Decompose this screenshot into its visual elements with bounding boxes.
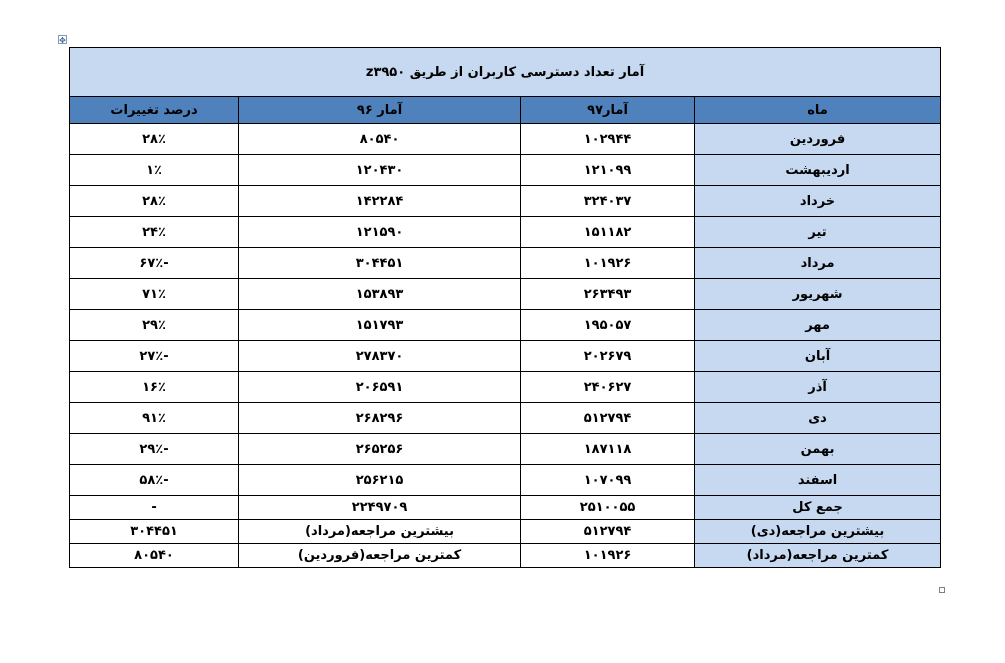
month-cell: اسفند bbox=[695, 465, 941, 496]
table-row bbox=[70, 279, 941, 310]
stats-97-cell: ۲۴۰۶۲۷ bbox=[521, 372, 695, 403]
change-cell: ۱٪ bbox=[70, 155, 239, 186]
min-label: کمترین مراجعه(مرداد) bbox=[695, 544, 941, 568]
total-s97: ۲۵۱۰۰۵۵ bbox=[521, 496, 695, 520]
table-row bbox=[70, 465, 941, 496]
stats-97-cell: ۲۶۳۴۹۳ bbox=[521, 279, 695, 310]
change-cell: ۷۱٪ bbox=[70, 279, 239, 310]
table-row bbox=[70, 217, 941, 248]
header-stats-96: آمار ۹۶ bbox=[239, 97, 521, 124]
table-title-row bbox=[70, 48, 941, 97]
change-cell: -۲۷٪ bbox=[70, 341, 239, 372]
header-stats-97: آمار۹۷ bbox=[521, 97, 695, 124]
change-cell: -۲۹٪ bbox=[70, 434, 239, 465]
stats-97-cell: ۱۰۲۹۴۴ bbox=[521, 124, 695, 155]
change-cell: ۲۸٪ bbox=[70, 186, 239, 217]
month-cell: آذر bbox=[695, 372, 941, 403]
table-header-row bbox=[70, 97, 941, 124]
stats-96-cell: ۲۵۶۲۱۵ bbox=[239, 465, 521, 496]
access-stats-table bbox=[69, 47, 941, 568]
month-cell: اردیبهشت bbox=[695, 155, 941, 186]
min-row bbox=[70, 544, 941, 568]
max-s96: بیشترین مراجعه(مرداد) bbox=[239, 520, 521, 544]
stats-97-cell: ۱۰۷۰۹۹ bbox=[521, 465, 695, 496]
stats-96-cell: ۱۵۱۷۹۳ bbox=[239, 310, 521, 341]
min-change: ۸۰۵۴۰ bbox=[70, 544, 239, 568]
table-row bbox=[70, 124, 941, 155]
stats-96-cell: ۱۲۰۴۳۰ bbox=[239, 155, 521, 186]
min-s96: کمترین مراجعه(فروردین) bbox=[239, 544, 521, 568]
stats-96-cell: ۲۷۸۳۷۰ bbox=[239, 341, 521, 372]
stats-97-cell: ۱۸۷۱۱۸ bbox=[521, 434, 695, 465]
stats-97-cell: ۳۲۴۰۳۷ bbox=[521, 186, 695, 217]
stats-96-cell: ۱۴۲۲۸۴ bbox=[239, 186, 521, 217]
stats-96-cell: ۱۲۱۵۹۰ bbox=[239, 217, 521, 248]
month-cell: دی bbox=[695, 403, 941, 434]
month-cell: آبان bbox=[695, 341, 941, 372]
stats-96-cell: ۲۶۸۲۹۶ bbox=[239, 403, 521, 434]
table-body bbox=[70, 124, 941, 496]
month-cell: مرداد bbox=[695, 248, 941, 279]
stats-96-cell: ۸۰۵۴۰ bbox=[239, 124, 521, 155]
max-change: ۳۰۴۴۵۱ bbox=[70, 520, 239, 544]
table-row bbox=[70, 310, 941, 341]
table-row bbox=[70, 341, 941, 372]
month-cell: بهمن bbox=[695, 434, 941, 465]
stats-97-cell: ۱۲۱۰۹۹ bbox=[521, 155, 695, 186]
max-s97: ۵۱۲۷۹۴ bbox=[521, 520, 695, 544]
table-row bbox=[70, 434, 941, 465]
stats-96-cell: ۱۵۳۸۹۳ bbox=[239, 279, 521, 310]
change-cell: ۲۹٪ bbox=[70, 310, 239, 341]
total-s96: ۲۲۴۹۷۰۹ bbox=[239, 496, 521, 520]
change-cell: ۱۶٪ bbox=[70, 372, 239, 403]
month-cell: تیر bbox=[695, 217, 941, 248]
stats-97-cell: ۲۰۲۶۷۹ bbox=[521, 341, 695, 372]
change-cell: ۹۱٪ bbox=[70, 403, 239, 434]
table-row bbox=[70, 248, 941, 279]
table-resize-handle[interactable] bbox=[939, 587, 945, 593]
stats-97-cell: ۵۱۲۷۹۴ bbox=[521, 403, 695, 434]
table-row bbox=[70, 186, 941, 217]
max-row bbox=[70, 520, 941, 544]
header-change: درصد تغییرات bbox=[70, 97, 239, 124]
month-cell: خرداد bbox=[695, 186, 941, 217]
stats-96-cell: ۲۶۵۲۵۶ bbox=[239, 434, 521, 465]
total-row bbox=[70, 496, 941, 520]
table-row bbox=[70, 372, 941, 403]
change-cell: -۶۷٪ bbox=[70, 248, 239, 279]
table-move-handle-icon[interactable]: ✥ bbox=[59, 36, 66, 45]
month-cell: مهر bbox=[695, 310, 941, 341]
change-cell: -۵۸٪ bbox=[70, 465, 239, 496]
stats-97-cell: ۱۵۱۱۸۲ bbox=[521, 217, 695, 248]
max-label: بیشترین مراجعه(دی) bbox=[695, 520, 941, 544]
stats-96-cell: ۳۰۴۴۵۱ bbox=[239, 248, 521, 279]
table-row bbox=[70, 403, 941, 434]
min-s97: ۱۰۱۹۲۶ bbox=[521, 544, 695, 568]
change-cell: ۲۴٪ bbox=[70, 217, 239, 248]
total-label: جمع کل bbox=[695, 496, 941, 520]
month-cell: فروردین bbox=[695, 124, 941, 155]
header-month: ماه bbox=[695, 97, 941, 124]
month-cell: شهریور bbox=[695, 279, 941, 310]
change-cell: ۲۸٪ bbox=[70, 124, 239, 155]
stats-96-cell: ۲۰۶۵۹۱ bbox=[239, 372, 521, 403]
stats-97-cell: ۱۰۱۹۲۶ bbox=[521, 248, 695, 279]
table-title: آمار تعداد دسترسی کاربران از طریق z۳۹۵۰ bbox=[70, 48, 941, 97]
table-row bbox=[70, 155, 941, 186]
stats-97-cell: ۱۹۵۰۵۷ bbox=[521, 310, 695, 341]
total-change: - bbox=[70, 496, 239, 520]
